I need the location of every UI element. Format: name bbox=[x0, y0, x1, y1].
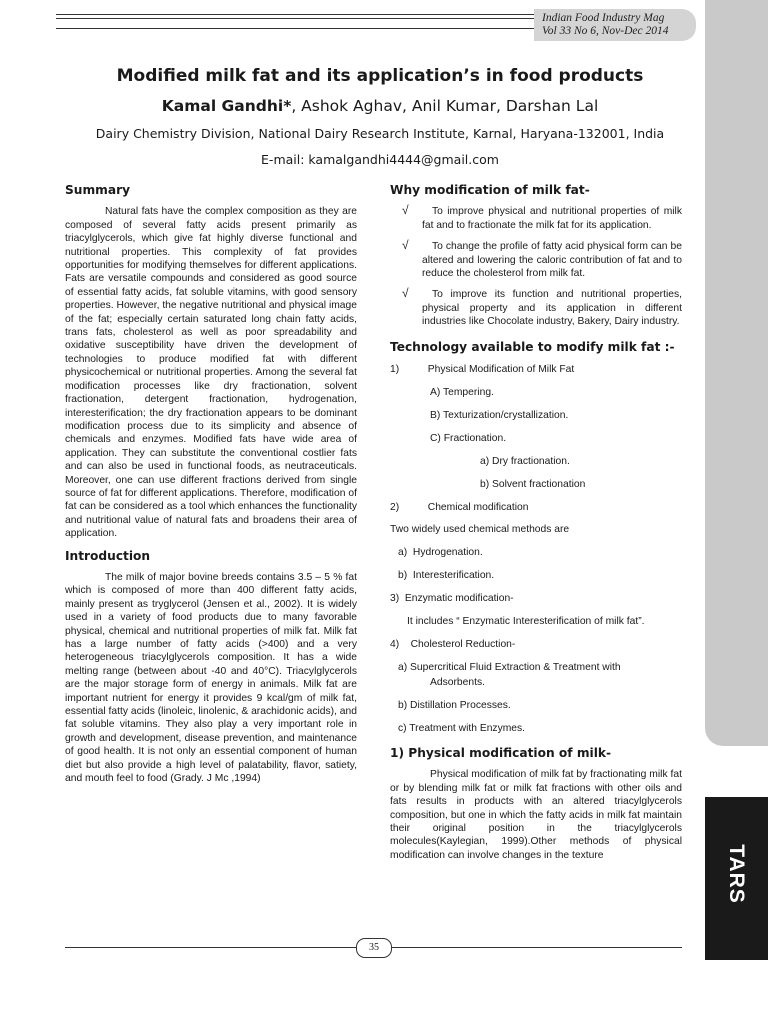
lead-author: Kamal Gandhi* bbox=[161, 97, 292, 115]
check-icon: √ bbox=[402, 238, 409, 253]
tech-line: b) Interesterification. bbox=[398, 570, 495, 582]
tech-line: A) Tempering. bbox=[430, 386, 494, 398]
affiliation: Dairy Chemistry Division, National Dairy Research Institute, Karnal, Haryana-132001, India bbox=[95, 126, 665, 141]
journal-issue: Vol 33 No 6, Nov-Dec 2014 bbox=[542, 25, 669, 37]
tech-line: c) Treatment with Enzymes. bbox=[398, 723, 526, 735]
footer-rule-left bbox=[65, 947, 356, 948]
tech-line: 2) Chemical modification bbox=[390, 501, 529, 513]
article-title: Modified milk fat and its application’s in food products bbox=[116, 66, 644, 86]
right-column bbox=[390, 184, 682, 862]
physical-text: Physical modification of milk fat by fractionating milk fat or by blending milk fat or milk fat fractions with other oils and fats results in products with an altered triacylglycerols composition, but one in which the fatty acids in milk fat maintain their original position in the triacylglycerols molecules(Kaylegian, 1999).Other methods of physical modification can involve changes in the texture bbox=[390, 769, 682, 861]
introduction-heading: Introduction bbox=[65, 548, 151, 563]
header-rule-bottom bbox=[56, 28, 534, 29]
tech-line: Two widely used chemical methods are bbox=[390, 524, 570, 536]
tech-line: b) Distillation Processes. bbox=[398, 700, 511, 712]
check-icon: √ bbox=[402, 286, 409, 301]
tech-line: 4) Cholesterol Reduction- bbox=[390, 638, 516, 650]
footer-rule-right bbox=[391, 947, 682, 948]
side-tab-grey bbox=[705, 0, 768, 746]
tech-line: a) Supercritical Fluid Extraction & Treatment with bbox=[398, 661, 621, 673]
tech-line: It includes “ Enzymatic Interesterification of milk fat”. bbox=[407, 616, 645, 628]
introduction-text: The milk of major bovine breeds contains 3.5 – 5 % fat which is composed of more than 400 different fatty acids, mainly present as tryglycerol (Jensen et al., 2002). It is widely used in a variety of food products due to many favorable physical, chemical and nutritional properties of milk fat. Milk fat has a large number of fatty acids (>400) and a very heterogeneous triacylglycerols composition. It has a wide melting range (between about -40 and 40°C). Triacylglycerols are the major storage form of energy in animals. Milk fat are important nutrient for energy it provides 9 kcal/gm of milk fat, essential fatty acids (linoleic, linolenic, & arachidonic acids), and fat soluble vitamins. They also play a very important role in growth and development, disease prevention, and maintenance of good health. It is not only an essential component of human diet but also provide a high level of palatability, flavor, satiety, and mouth feel to food (Grady. J Mc ,1994) bbox=[65, 571, 357, 785]
summary-heading: Summary bbox=[65, 183, 131, 197]
tech-line: C) Fractionation. bbox=[430, 432, 507, 444]
check-icon: √ bbox=[402, 203, 409, 218]
why-item bbox=[390, 205, 682, 232]
side-tab-label: TARS bbox=[725, 844, 748, 904]
page-number: 35 bbox=[356, 938, 392, 958]
journal-name: Indian Food Industry Mag bbox=[542, 12, 665, 24]
physical-heading: 1) Physical modification of milk- bbox=[390, 745, 612, 760]
left-column bbox=[65, 184, 357, 785]
tech-line: b) Solvent fractionation bbox=[480, 478, 586, 490]
tech-line: 3) Enzymatic modification- bbox=[390, 593, 514, 605]
why-item bbox=[390, 288, 682, 328]
email: E-mail: kamalgandhi4444@gmail.com bbox=[261, 152, 499, 167]
tech-line: 1) Physical Modification of Milk Fat bbox=[390, 364, 575, 376]
coauthors: , Ashok Aghav, Anil Kumar, Darshan Lal bbox=[291, 97, 599, 115]
tech-line: Adsorbents. bbox=[430, 677, 485, 689]
header-rule-top bbox=[56, 14, 534, 15]
why-item bbox=[390, 240, 682, 280]
journal-badge bbox=[534, 9, 696, 41]
why-item-text: To improve physical and nutritional properties of milk fat and to fractionate the milk fat for its application. bbox=[422, 206, 682, 231]
why-heading: Why modification of milk fat- bbox=[390, 183, 590, 197]
tech-line: a) Dry fractionation. bbox=[480, 455, 570, 467]
tech-line: B) Texturization/crystallization. bbox=[430, 409, 569, 421]
tech-line: a) Hydrogenation. bbox=[398, 547, 483, 559]
summary-text: Natural fats have the complex composition as they are composed of several fatty acids present primarily as triacylglycerols, which give fat highly diverse functional and nutritional properties. This complexity of fat provides opportunities for modifying themselves for different applications. Fats are versatile compounds and considered as good source of essential fatty acids, fat soluble vitamins, with good sensory properties. However, the negative nutritional and physical image of the fat; especially certain saturated long chain fatty acids, trans fats, cholesterol as well as poor spreadability and oxidative susceptibility have driven the development of technologies to produce modified fat with different physicochemical or nutritional properties. Among the several fat modification processes like dry fractionation, solvent fractionation, detergent fractionation, hydrogenation, interesterification; the dry fractionation appears to be dominant modification process due to its simplicity and absence of chemicals and enzymes. Modified fats have wide area of application. They can substitute the conventional costlier fats and can also be used in functional foods, as neutraceuticals. Moreover, one can use different fractions derived from single source of fat for different applications. Therefore, modification of fat can be considered as a tool which enhances the functionality and nutritional value of natural fats and broadens their area of application. bbox=[65, 206, 357, 540]
why-item-text: To improve its function and nutritional properties, physical property and its application in different industries like Chocolate industry, Bakery, Dairy industry. bbox=[422, 289, 682, 328]
author-line bbox=[56, 97, 704, 115]
why-item-text: To change the profile of fatty acid physical form can be altered and lowering the caloric contribution of fat and to reduce the cholesterol from milk fat. bbox=[422, 241, 682, 280]
technology-heading: Technology available to modify milk fat :- bbox=[390, 339, 675, 354]
header-rule-middle bbox=[56, 18, 534, 19]
